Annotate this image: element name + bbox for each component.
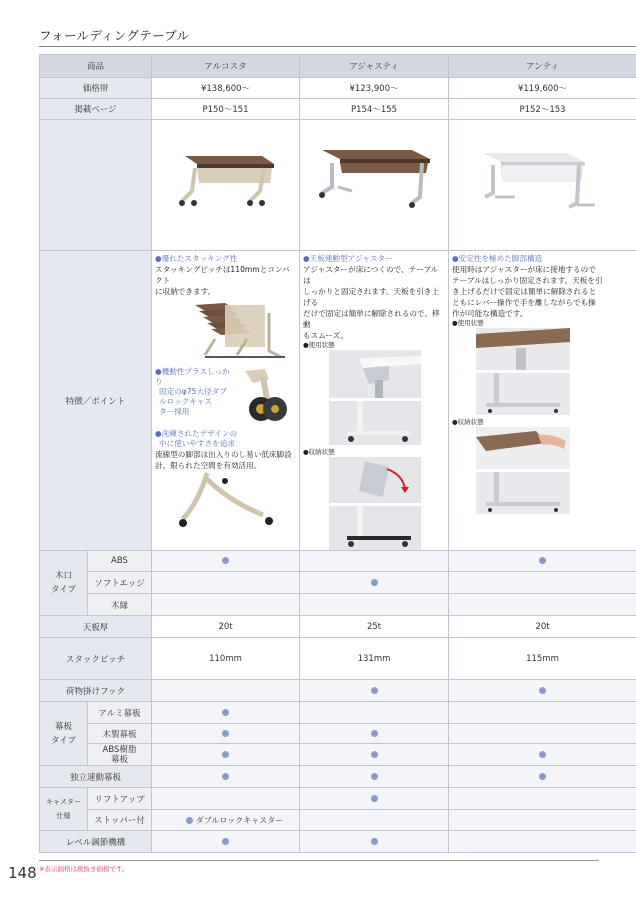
stability-in-use-photo-2: [476, 373, 570, 415]
feature-heading-caster-1: ●機動性プラスしっかり: [155, 367, 230, 386]
available-dot: [371, 730, 378, 737]
thickness-product-2: 25t: [300, 616, 449, 638]
feature-text-stacking-2: に収納できます。: [155, 287, 216, 296]
modesty-abs-label-line2: 幕板: [111, 754, 129, 765]
feature-heading-caster-4: ター採用: [159, 407, 190, 416]
edge-soft-label: ソフトエッジ: [88, 572, 152, 594]
caster-stopper-mark-1: [152, 810, 300, 831]
available-dot: [371, 838, 378, 845]
independent-panel-label: 独立連動幕板: [40, 766, 152, 788]
stack-pitch-product-3: 115mm: [449, 638, 636, 680]
adjuster-in-use-photo-2: [329, 401, 421, 445]
page-number: 148: [8, 864, 37, 882]
edge-soft-mark-1: [152, 572, 300, 594]
modesty-abs-mark-2: [300, 744, 449, 766]
available-dot: [186, 817, 193, 824]
footer-divider: [39, 860, 599, 861]
caster-liftup-mark-1: [152, 788, 300, 810]
price-product-1: ¥138,600～: [152, 78, 300, 99]
edge-wood-mark-1: [152, 594, 300, 616]
available-dot: [222, 773, 229, 780]
hook-mark-2: [300, 680, 449, 702]
features-label: 特徴／ポイント: [40, 251, 152, 551]
feature-heading-stability: ●安定性を極めた脚部構造: [452, 254, 543, 263]
features-product-1: [152, 251, 300, 551]
available-dot: [222, 557, 229, 564]
available-dot: [539, 751, 546, 758]
pages-product-3: P152～153: [449, 99, 636, 120]
stability-stored-photo-2: [476, 472, 570, 514]
header-product-2: アジャスティ: [300, 55, 449, 78]
modesty-aluminum-mark-3: [449, 702, 636, 724]
thickness-product-1: 20t: [152, 616, 300, 638]
available-dot: [539, 557, 546, 564]
price-label: 価格帯: [40, 78, 152, 99]
feature-heading-design-2: 中に使いやすさを追求: [159, 439, 235, 448]
available-dot: [222, 838, 229, 845]
available-dot: [222, 751, 229, 758]
features-product-3: [449, 251, 636, 551]
edge-wood-mark-3: [449, 594, 636, 616]
level-mark-2: [300, 831, 449, 853]
edge-abs-label: ABS: [88, 551, 152, 572]
level-mark-1: [152, 831, 300, 853]
title-divider: [39, 46, 636, 47]
hook-mark-3: [449, 680, 636, 702]
feature-sub-in-use-3: ●使用状態: [452, 319, 484, 327]
price-footnote: ※表示価格は税抜き価格です。: [39, 865, 129, 873]
feature-text-stability-4: ともにレバー操作で手を離しながらでも操: [452, 298, 596, 307]
feature-heading-design-1: ●洗練されたデザインの: [155, 429, 238, 438]
caster-stopper-mark-2: [300, 810, 449, 831]
feature-sub-stored: ●収納状態: [303, 448, 335, 456]
available-dot: [371, 687, 378, 694]
header-product-label: 商品: [40, 55, 152, 78]
independent-mark-2: [300, 766, 449, 788]
caster-liftup-mark-3: [449, 788, 636, 810]
caster-group-label-line2: 仕様: [56, 812, 71, 820]
header-product-3: アンティ: [449, 55, 636, 78]
available-dot: [371, 751, 378, 758]
leg-design-photo: [169, 471, 281, 531]
feature-text-design-2: 計、限られた空間を有効活用。: [155, 461, 262, 470]
available-dot: [371, 579, 378, 586]
modesty-wood-label: 木製幕板: [88, 724, 152, 744]
modesty-aluminum-mark-1: [152, 702, 300, 724]
modesty-wood-mark-3: [449, 724, 636, 744]
product-image-2: [300, 120, 449, 251]
edge-abs-mark-1: [152, 551, 300, 572]
independent-mark-1: [152, 766, 300, 788]
modesty-group-label-line1: 幕板: [54, 721, 72, 732]
feature-text-stacking-1: スタッキングピッチは110mmとコンパクト: [155, 265, 290, 285]
price-product-2: ¥123,900～: [300, 78, 449, 99]
edge-abs-mark-3: [449, 551, 636, 572]
page-title: フォールディングテーブル: [39, 28, 190, 43]
feature-sub-in-use: ●使用状態: [303, 341, 335, 349]
feature-heading-adjuster: ●天板連動型アジャスター: [303, 254, 393, 263]
feature-text-adjuster-1: アジャスターが床につくので、テーブルは: [303, 265, 439, 285]
pages-product-2: P154～155: [300, 99, 449, 120]
feature-sub-stored-3: ●収納状態: [452, 418, 484, 426]
modesty-abs-label: [88, 744, 152, 766]
available-dot: [222, 730, 229, 737]
available-dot: [371, 773, 378, 780]
stack-pitch-product-2: 131mm: [300, 638, 449, 680]
adjuster-stored-photo-2: [329, 506, 421, 550]
price-product-3: ¥119,600～: [449, 78, 636, 99]
feature-text-adjuster-3: だけで固定は簡単に解除されるので、移動: [303, 309, 440, 329]
modesty-wood-mark-2: [300, 724, 449, 744]
feature-text-stability-2: テーブルはしっかり固定されます。天板を引: [452, 276, 603, 285]
caster-group-label: [40, 788, 88, 831]
caster-stopper-label: ストッパー付: [88, 810, 152, 831]
thickness-label: 天板厚: [40, 616, 152, 638]
pages-product-1: P150～151: [152, 99, 300, 120]
modesty-abs-mark-3: [449, 744, 636, 766]
caster-liftup-label: リフトアップ: [88, 788, 152, 810]
level-mark-3: [449, 831, 636, 853]
edge-wood-label: 木縁: [88, 594, 152, 616]
stack-pitch-label: スタックピッチ: [40, 638, 152, 680]
pages-label: 掲載ページ: [40, 99, 152, 120]
caster-liftup-mark-2: [300, 788, 449, 810]
caster-photo: [239, 365, 297, 427]
level-adjust-label: レベル調節機構: [40, 831, 152, 853]
stability-in-use-photo-1: [476, 328, 570, 370]
adjuster-in-use-photo-1: [329, 350, 421, 398]
image-row-label: [40, 120, 152, 251]
product-image-3: [449, 120, 636, 251]
edge-group-label-line1: 木口: [54, 571, 72, 581]
available-dot: [371, 795, 378, 802]
comparison-table: [39, 54, 636, 853]
feature-heading-caster-2: 固定のφ75大径ダブ: [159, 387, 227, 396]
modesty-abs-mark-1: [152, 744, 300, 766]
modesty-aluminum-mark-2: [300, 702, 449, 724]
modesty-aluminum-label: アルミ幕板: [88, 702, 152, 724]
independent-mark-3: [449, 766, 636, 788]
modesty-wood-mark-1: [152, 724, 300, 744]
hook-mark-1: [152, 680, 300, 702]
available-dot: [222, 709, 229, 716]
edge-group-label-line2: タイプ: [50, 585, 77, 595]
table-photo-adjusty: [300, 121, 447, 250]
available-dot: [539, 687, 546, 694]
feature-text-adjuster-2: しっかりと固定されます。天板を引き上げる: [303, 287, 440, 307]
thickness-product-3: 20t: [449, 616, 636, 638]
caster-stopper-note: ダブルロックキャスター: [195, 815, 284, 825]
adjuster-stored-photo-1: [329, 457, 421, 503]
features-product-2: [300, 251, 449, 551]
feature-text-stability-5: 作が可能な構造です。: [452, 309, 528, 318]
feature-heading-stacking: ●優れたスタッキング性: [155, 254, 238, 263]
table-photo-anty: [449, 121, 635, 250]
caster-stopper-mark-3: [449, 810, 636, 831]
edge-wood-mark-2: [300, 594, 449, 616]
available-dot: [539, 773, 546, 780]
stack-pitch-product-1: 110mm: [152, 638, 300, 680]
edge-soft-mark-2: [300, 572, 449, 594]
modesty-abs-label-line1: ABS樹脂: [102, 744, 137, 755]
feature-text-stability-1: 使用時はアジャスターが床に接地するので: [452, 265, 596, 274]
product-image-1: [152, 120, 300, 251]
modesty-group-label: [40, 702, 88, 766]
edge-group-label: [40, 551, 88, 616]
edge-abs-mark-2: [300, 551, 449, 572]
stability-stored-photo-1: [476, 427, 570, 469]
feature-text-design-1: 流線型の脚部は出入りのし易い低床脚設: [155, 450, 292, 459]
modesty-group-label-line2: タイプ: [50, 735, 77, 746]
caster-group-label-line1: キャスター: [46, 798, 81, 806]
edge-soft-mark-3: [449, 572, 636, 594]
table-photo-arcosta: [152, 121, 298, 250]
feature-heading-caster-3: ルロックキャス: [159, 397, 213, 406]
hook-label: 荷物掛けフック: [40, 680, 152, 702]
feature-text-stability-3: き上げるだけで固定は簡単に解除されると: [452, 287, 597, 296]
header-product-1: アルコスタ: [152, 55, 300, 78]
feature-text-adjuster-4: もスムーズ。: [303, 331, 349, 340]
